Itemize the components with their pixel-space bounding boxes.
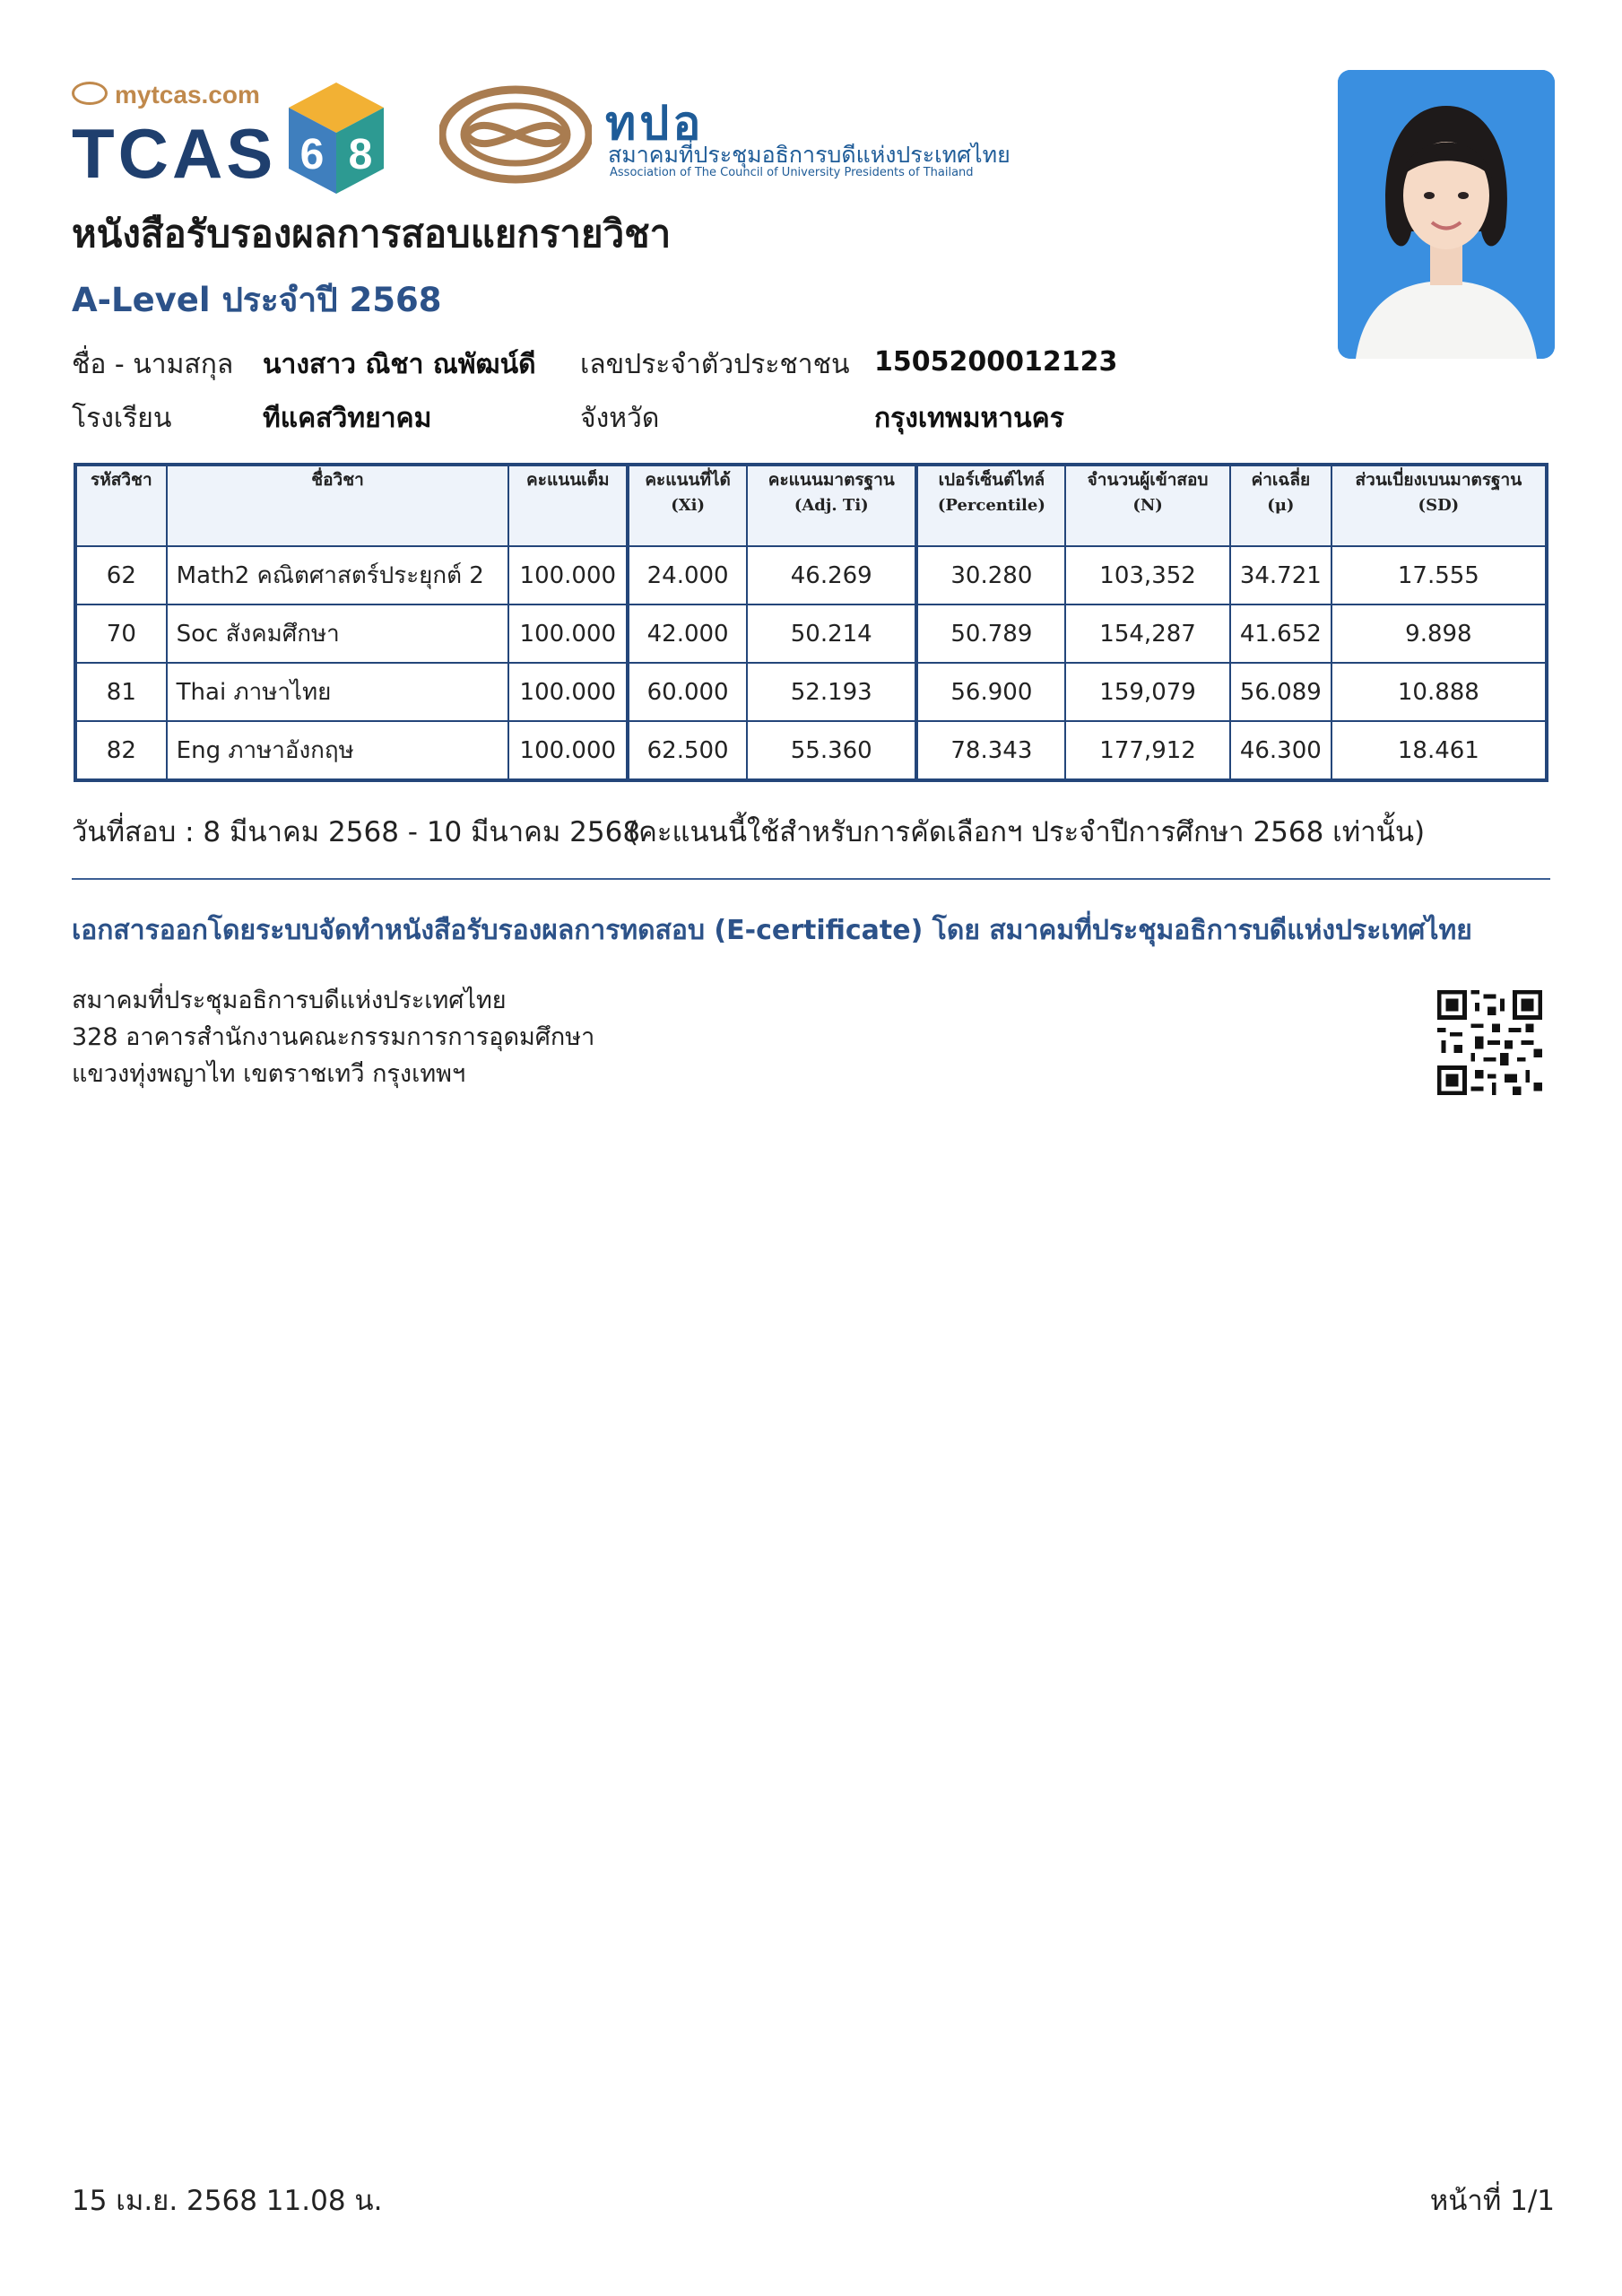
header-examinees: จำนวนผู้เข้าสอบ (N) — [1065, 465, 1230, 546]
table-header-row — [75, 465, 1547, 546]
council-seal-logo — [439, 85, 592, 184]
cell-subject-code: 82 — [75, 721, 167, 780]
address-line-3: แขวงทุ่งพญาไท เขตราชเทวี กรุงเทพฯ — [72, 1060, 466, 1088]
cell-subject-code: 70 — [75, 604, 167, 663]
cell-raw-score: 42.000 — [628, 604, 747, 663]
cell-subject-name: Soc สังคมศึกษา — [167, 604, 509, 663]
cell-standard-score: 50.214 — [747, 604, 916, 663]
cell-sd: 17.555 — [1331, 546, 1547, 604]
cell-mean: 46.300 — [1230, 721, 1331, 780]
cell-standard-score: 55.360 — [747, 721, 916, 780]
cell-full-score: 100.000 — [508, 604, 628, 663]
cell-examinees: 154,287 — [1065, 604, 1230, 663]
name-label: ชื่อ - นามสกุล — [72, 349, 234, 380]
table-row — [75, 721, 1547, 780]
school-label: โรงเรียน — [72, 403, 172, 434]
council-abbreviation: ทปอ — [605, 97, 705, 151]
tcas-year-digit-2: 8 — [348, 131, 373, 178]
cell-examinees: 177,912 — [1065, 721, 1230, 780]
cell-mean: 34.721 — [1230, 546, 1331, 604]
table-row — [75, 604, 1547, 663]
cell-subject-name: Eng ภาษาอังกฤษ — [167, 721, 509, 780]
tcas-year-digit-1: 6 — [299, 131, 325, 178]
header-subject-name: ชื่อวิชา — [167, 465, 509, 546]
cell-mean: 56.089 — [1230, 663, 1331, 721]
cell-percentile: 78.343 — [916, 721, 1065, 780]
student-photo — [1338, 70, 1555, 359]
council-name-thai: สมาคมที่ประชุมอธิการบดีแห่งประเทศไทย — [608, 142, 1010, 168]
header-sd: ส่วนเบี่ยงเบนมาตรฐาน (SD) — [1331, 465, 1547, 546]
cell-standard-score: 46.269 — [747, 546, 916, 604]
id-label: เลขประจำตัวประชาชน — [580, 349, 850, 380]
table-row — [75, 546, 1547, 604]
qr-code — [1437, 990, 1542, 1095]
cell-sd: 18.461 — [1331, 721, 1547, 780]
student-id: 1505200012123 — [874, 346, 1118, 378]
page-title: หนังสือรับรองผลการสอบแยกรายวิชา — [72, 212, 672, 256]
cell-raw-score: 24.000 — [628, 546, 747, 604]
council-name-english: Association of The Council of University Presidents of Thailand — [610, 166, 974, 179]
cell-sd: 10.888 — [1331, 663, 1547, 721]
cell-full-score: 100.000 — [508, 546, 628, 604]
cell-subject-code: 62 — [75, 546, 167, 604]
usage-note: (คะแนนนี้ใช้สำหรับการคัดเลือกฯ ประจำปีการศึกษา 2568 เท่านั้น) — [628, 816, 1426, 848]
cell-sd: 9.898 — [1331, 604, 1547, 663]
address-line-2: 328 อาคารสำนักงานคณะกรรมการการอุดมศึกษา — [72, 1023, 595, 1051]
tcas-wordmark: TCAS — [72, 114, 277, 193]
cell-mean: 41.652 — [1230, 604, 1331, 663]
page-number: หน้าที่ 1/1 — [1429, 2185, 1555, 2217]
cell-subject-code: 81 — [75, 663, 167, 721]
mytcas-wordmark: mytcas.com — [72, 81, 260, 109]
header-raw-score: คะแนนที่ได้ (Xi) — [628, 465, 747, 546]
header-full-score: คะแนนเต็ม — [508, 465, 628, 546]
cell-percentile: 50.789 — [916, 604, 1065, 663]
student-name: นางสาว ณิชา ณพัฒน์ดี — [263, 349, 536, 380]
header-percentile: เปอร์เซ็นต์ไทล์ (Percentile) — [916, 465, 1065, 546]
issued-by-statement: เอกสารออกโดยระบบจัดทำหนังสือรับรองผลการทดสอบ (E-certificate) โดย สมาคมที่ประชุมอธิการบดีแห่งประเทศไทย — [72, 915, 1472, 946]
mytcas-logo-icon — [72, 82, 108, 105]
table-row — [75, 663, 1547, 721]
cell-percentile: 56.900 — [916, 663, 1065, 721]
cell-standard-score: 52.193 — [747, 663, 916, 721]
cell-raw-score: 60.000 — [628, 663, 747, 721]
header-standard-score: คะแนนมาตรฐาน (Adj. Ti) — [747, 465, 916, 546]
cell-full-score: 100.000 — [508, 721, 628, 780]
council-logo — [439, 85, 1010, 184]
tcas-logo — [72, 81, 403, 197]
divider — [72, 878, 1550, 880]
printed-timestamp: 15 เม.ย. 2568 11.08 น. — [72, 2185, 383, 2217]
tcas-cube-logo — [287, 81, 386, 196]
school-name: ทีแคสวิทยาคม — [263, 403, 432, 434]
exam-date: วันที่สอบ : 8 มีนาคม 2568 - 10 มีนาคม 2568 — [72, 816, 641, 848]
cell-subject-name: Math2 คณิตศาสตร์ประยุกต์ 2 — [167, 546, 509, 604]
score-table — [74, 463, 1548, 782]
header-subject-code: รหัสวิชา — [75, 465, 167, 546]
cell-raw-score: 62.500 — [628, 721, 747, 780]
cell-full-score: 100.000 — [508, 663, 628, 721]
province-name: กรุงเทพมหานคร — [874, 403, 1064, 434]
cell-examinees: 103,352 — [1065, 546, 1230, 604]
header-mean: ค่าเฉลี่ย (μ) — [1230, 465, 1331, 546]
cell-subject-name: Thai ภาษาไทย — [167, 663, 509, 721]
page-subtitle: A-Level ประจำปี 2568 — [72, 281, 442, 319]
cell-percentile: 30.280 — [916, 546, 1065, 604]
cell-examinees: 159,079 — [1065, 663, 1230, 721]
student-photo-illustration — [1338, 70, 1555, 359]
province-label: จังหวัด — [580, 403, 660, 434]
address-line-1: สมาคมที่ประชุมอธิการบดีแห่งประเทศไทย — [72, 987, 507, 1014]
